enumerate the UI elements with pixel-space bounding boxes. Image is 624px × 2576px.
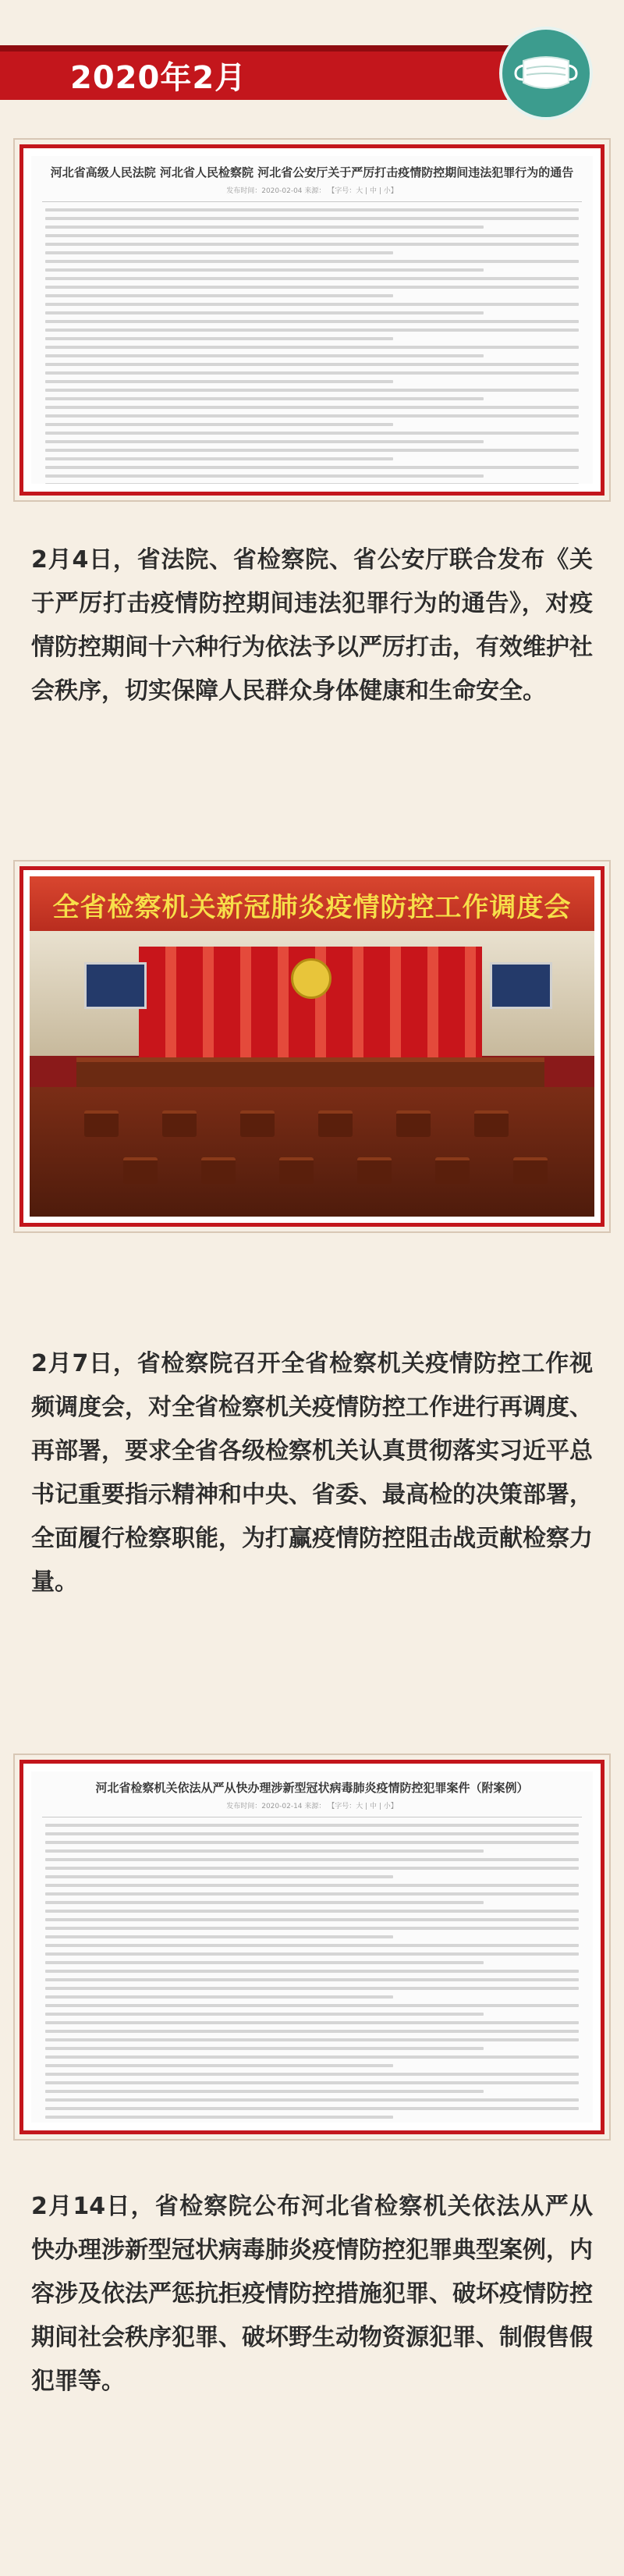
screen-right (490, 962, 552, 1009)
document-divider (42, 201, 582, 202)
national-emblem (291, 958, 332, 999)
notice-document-image (20, 144, 604, 496)
meeting-floor (30, 1087, 594, 1217)
mask-badge (499, 27, 593, 120)
document-title: 河北省高级人民法院 河北省人民检察院 河北省公安厅关于严厉打击疫情防控期间违法犯罪行为的通告 (50, 165, 574, 179)
document-meta: 发布时间：2020-02-14 来源： 【字号：大 | 中 | 小】 (226, 1803, 398, 1810)
cases-document-image (20, 1760, 604, 2134)
document-title: 河北省检察机关依法从严从快办理涉新型冠状病毒肺炎疫情防控犯罪案件（附案例） (95, 1781, 529, 1795)
face-mask-icon (512, 50, 580, 97)
photo-caption: 全省检察机关新冠肺炎疫情防控工作调度会 (52, 892, 572, 923)
month-header (0, 23, 624, 109)
screen-left (84, 962, 147, 1009)
document-body (31, 1824, 593, 2119)
month-title: 2020年2月 (70, 60, 247, 96)
document-meta: 发布时间：2020-02-04 来源： 【字号：大 | 中 | 小】 (226, 187, 398, 195)
header-banner-edge (0, 45, 562, 52)
paragraph-feb-7: 2月7日，省检察院召开全省检察机关疫情防控工作视频调度会，对全省检察机关疫情防控工作进行再调度、再部署，要求全省各级检察机关认真贯彻落实习近平总书记重要指示精神和中央、省委、最高检的决策部署，全面履行检察职能，为打赢疫情防控阻击战贡献检察力量。 (31, 1350, 593, 1596)
paragraph-feb-4: 2月4日，省法院、省检察院、省公安厅联合发布《关于严厉打击疫情防控期间违法犯罪行为的通告》，对疫情防控期间十六种行为依法予以严厉打击，有效维护社会秩序，切实保障人民群众身体健康和生命安全。 (31, 546, 593, 705)
paragraph-feb-14: 2月14日，省检察院公布河北省检察机关依法从严从快办理涉新型冠状病毒肺炎疫情防控犯罪典型案例，内容涉及依法严惩抗拒疫情防控措施犯罪、破坏疫情防控期间社会秩序犯罪、破坏野生动物资源犯罪、制假售假犯罪等。 (31, 2193, 593, 2395)
rostrum-desk (76, 1057, 544, 1087)
meeting-photo (20, 866, 604, 1227)
document-body (31, 208, 593, 484)
